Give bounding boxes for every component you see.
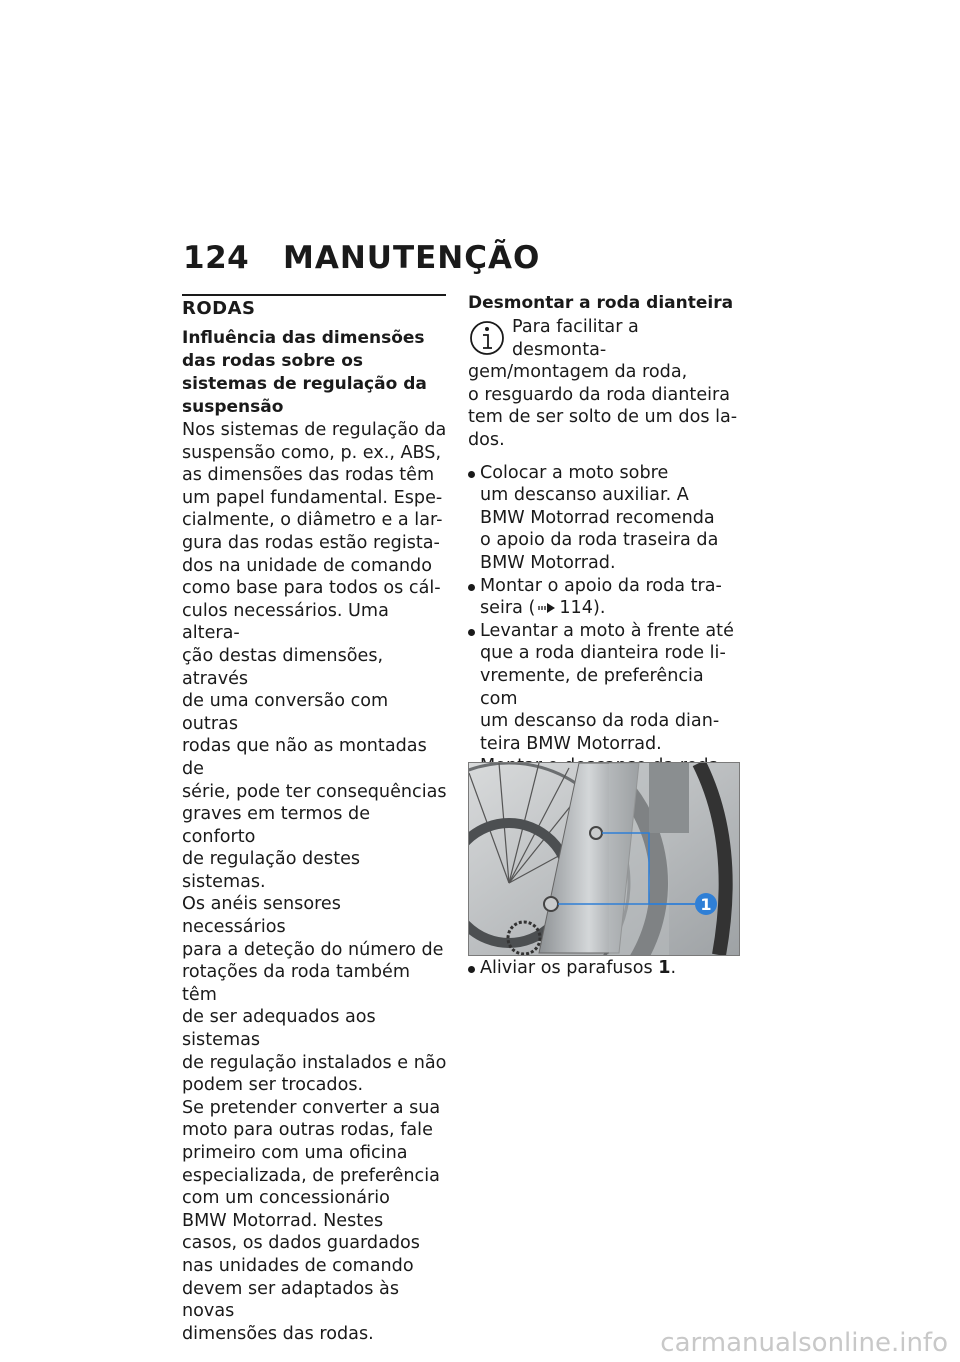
left-column xyxy=(182,294,448,1345)
section-rule xyxy=(182,294,446,296)
paragraph-1: Nos sistemas de regulação da suspensão como, p. ex., ABS, as dimensões das rodas têm um papel fundamental. Espe- cialmente, o diâmetro e a lar- gura das rodas estão regista- dos na unidade de comando como base para todos os cál- culos necessários. Uma altera- ção destas dimensões, através de uma conversão com outras rodas que não as montadas de série, pode ter consequências graves em termos de conforto de regulação destes sistemas. xyxy=(182,420,447,892)
step-item: Colocar a moto sobre um descanso auxiliar. A BMW Motorrad recomenda o apoio da roda traseira da BMW Motorrad. xyxy=(468,462,738,575)
info-icon xyxy=(468,318,506,360)
step-item: Levantar a moto à frente até que a roda dianteira rode li- vremente, de preferência com um descanso da roda dian- teira BMW Motorrad. xyxy=(468,620,738,756)
final-step xyxy=(468,957,738,980)
step-item: Montar o apoio da roda tra- seira ( 114). xyxy=(468,575,738,620)
paragraph-3: Se pretender converter a sua moto para outras rodas, fale primeiro com uma oficina especializada, de preferência com um concessionário BMW Motorrad. Nestes casos, os dados guardados nas unidades de comando devem ser adaptados às novas dimensões das rodas. xyxy=(182,1097,441,1344)
watermark: carmanualsonline.info xyxy=(660,1328,948,1358)
chapter-title: MANUTENÇÃO xyxy=(283,240,541,276)
paragraph-2: Os anéis sensores necessários para a deteção do número de rotações da roda também têm de ser adequados aos sistemas de regulação instalados e não podem ser trocados. xyxy=(182,894,447,1096)
front-fork-photo xyxy=(468,762,740,956)
figure-callout-1: 1 xyxy=(700,895,712,914)
page-reference[interactable]: 114 xyxy=(559,598,593,619)
right-column xyxy=(468,294,738,800)
info-note xyxy=(468,316,738,452)
page-reference-arrow-icon xyxy=(538,602,556,614)
subsection-title: Influência das dimensões das rodas sobre os sistemas de regulação da suspensão xyxy=(182,328,427,417)
step-item: Aliviar os parafusos 1. xyxy=(468,957,738,980)
page-header xyxy=(183,238,540,278)
procedure-title: Desmontar a roda dianteira xyxy=(468,293,734,313)
step-list xyxy=(468,462,738,801)
note-text: Para facilitar a desmonta- gem/montagem da roda, o resguardo da roda dianteira tem de ser solto de um dos la- dos. xyxy=(468,317,738,450)
fork-illustration xyxy=(469,763,739,955)
page-number: 124 xyxy=(183,240,250,276)
section-title: RODAS xyxy=(182,298,256,319)
